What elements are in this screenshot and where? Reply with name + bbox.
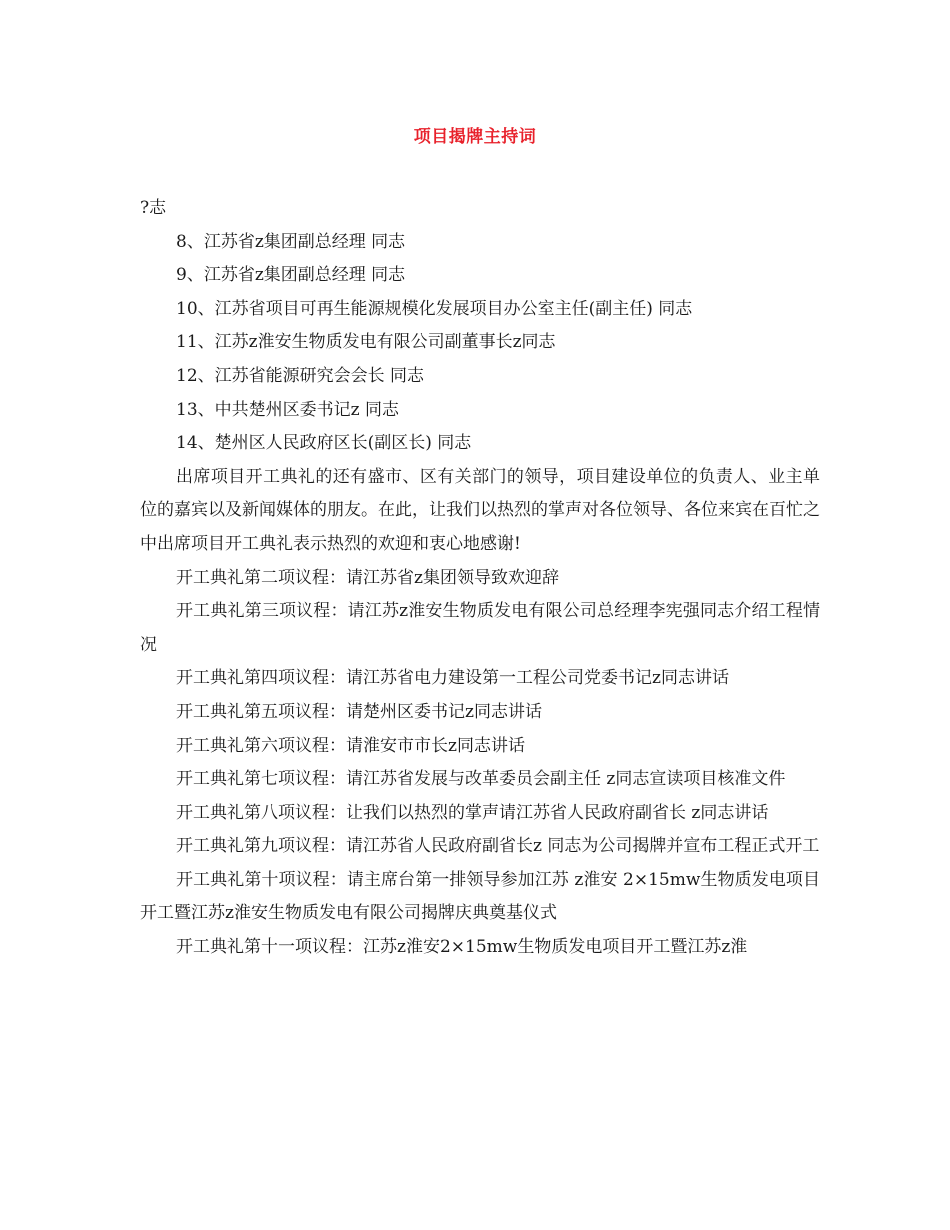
attendee-line: 11、江苏z淮安生物质发电有限公司副董事长z同志 — [176, 332, 556, 353]
agenda-item: 开工典礼第三项议程：请江苏z淮安生物质发电有限公司总经理李宪强同志介绍工程情况 — [140, 601, 820, 655]
text-line: ?志 — [140, 198, 167, 218]
attendee-line: 12、江苏省能源研究会会长 同志 — [176, 365, 425, 386]
attendee-line: 10、江苏省项目可再生能源规模化发展项目办公室主任(副主任) 同志 — [176, 298, 693, 319]
document-body — [140, 192, 820, 965]
agenda-item: 开工典礼第五项议程：请楚州区委书记z同志讲话 — [176, 701, 542, 722]
agenda-item: 开工典礼第二项议程：请江苏省z集团领导致欢迎辞 — [176, 567, 559, 588]
agenda-item: 开工典礼第七项议程：请江苏省发展与改革委员会副主任 z同志宣读项目核准文件 — [176, 769, 786, 790]
attendee-line: 14、楚州区人民政府区长(副区长) 同志 — [176, 433, 472, 454]
attendee-line: 8、江苏省z集团副总经理 同志 — [176, 231, 406, 252]
agenda-item: 开工典礼第四项议程：请江苏省电力建设第一工程公司党委书记z同志讲话 — [176, 668, 729, 689]
agenda-item: 开工典礼第八项议程：让我们以热烈的掌声请江苏省人民政府副省长 z同志讲话 — [176, 802, 769, 823]
document-title: 项目揭牌主持词 — [413, 127, 537, 147]
attendee-line: 13、中共楚州区委书记z 同志 — [176, 399, 399, 420]
agenda-item: 开工典礼第十项议程：请主席台第一排领导参加江苏 z淮安 2×15mw生物质发电项目开工暨江苏z淮安生物质发电有限公司揭牌庆典奠基仪式 — [140, 869, 820, 924]
attendee-line: 9、江苏省z集团副总经理 同志 — [176, 265, 406, 286]
agenda-item: 开工典礼第六项议程：请淮安市市长z同志讲话 — [176, 735, 525, 756]
agenda-item: 开工典礼第十一项议程：江苏z淮安2×15mw生物质发电项目开工暨江苏z淮 — [176, 937, 748, 958]
welcome-paragraph: 出席项目开工典礼的还有盛市、区有关部门的领导，项目建设单位的负责人、业主单位的嘉宾以及新闻媒体的朋友。在此，让我们以热烈的掌声对各位领导、各位来宾在百忙之中出席项目开工典礼表示热烈的欢迎和衷心地感谢! — [140, 466, 820, 554]
agenda-item: 开工典礼第九项议程：请江苏省人民政府副省长z 同志为公司揭牌并宣布工程正式开工 — [176, 836, 820, 857]
